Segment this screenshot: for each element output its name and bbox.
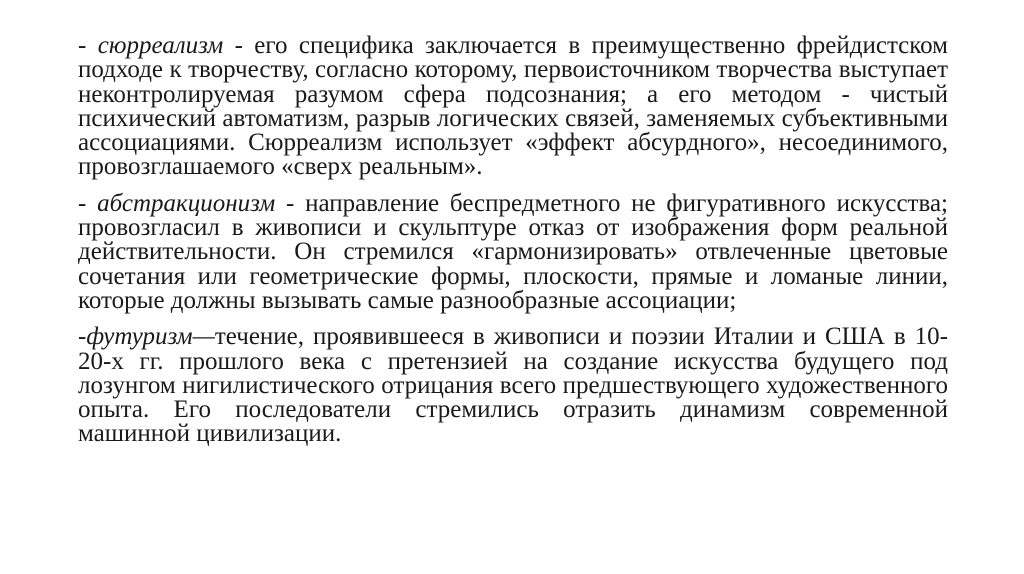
term-futurism: футуризм— (86, 323, 215, 351)
slide-text-body (78, 34, 948, 447)
paragraph-abstractionism (78, 189, 949, 314)
paragraph-futurism (78, 325, 948, 446)
paragraph-prefix: - (78, 189, 98, 217)
paragraph-prefix: - (78, 32, 98, 59)
paragraph-prefix: - (78, 323, 87, 351)
term-surrealism: сюрреализм (97, 32, 224, 59)
paragraph-surrealism (78, 34, 948, 180)
paragraph-text: - направление беспредметного не фигуративного искусства; провозгласил в живописи и скульптуре отказ от изображения форм реальной действительности. Он стремился «гармонизировать» отвлеченные цветовые сочетания или геометрические формы, плоскости, прямые и ломаные линии, которые должны вызывать самые разнообразные ассоциации; (78, 189, 949, 314)
paragraph-text: течение, проявившееся в живописи и поэзии Италии и США в 10-20-х гг. прошлого века с претензией на создание искусства будущего под лозунгом нигилистического отрицания всего предшествующего художественного опыта. Его последователи стремились отразить динамизм современной машинной цивилизации. (78, 323, 948, 448)
paragraph-text: - его специфика заключается в преимущественно фрейдистском подходе к творчеству, согласно которому, первоисточником творчества выступает неконтролируемая разумом сфера подсознания; а его методом - чистый психический автоматизм, разрыв логических связей, заменяемых субъективными ассоциациями. Сюрреализм использует «эффект абсурдного», несоединимого, провозглашаемого «сверх реальным». (78, 32, 948, 181)
term-abstractionism: абстракционизм (97, 189, 276, 217)
